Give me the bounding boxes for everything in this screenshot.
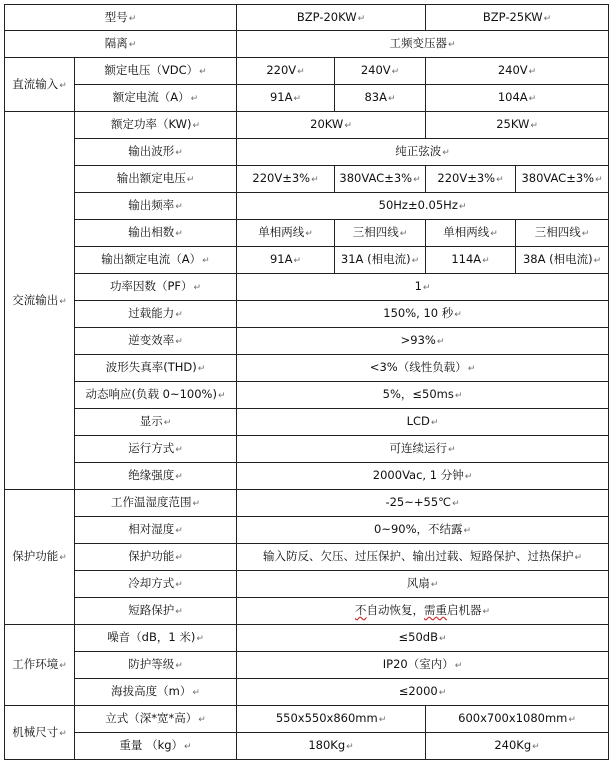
short-circuit-value-part: 自动恢复，	[366, 603, 424, 617]
paragraph-mark: ↵	[378, 715, 387, 725]
weight-v2-cell	[426, 733, 609, 760]
ac-voltage-v2-cell	[335, 166, 426, 193]
weight-label-cell	[75, 733, 237, 760]
paragraph-mark: ↵	[175, 472, 183, 482]
ac-power-label-cell	[75, 112, 237, 139]
dc-current-v1-cell	[237, 85, 335, 112]
ac-power-label: 额定功率（KW)	[110, 117, 192, 131]
paragraph-mark: ↵	[175, 580, 183, 590]
model-a: BZP-20KW	[296, 9, 357, 24]
weight-v1-cell	[237, 733, 426, 760]
noise-value: ≤50dB	[398, 630, 438, 644]
phases-v3: 单相两线	[443, 225, 490, 239]
paragraph-mark: ↵	[458, 202, 467, 212]
dc-voltage-v1: 220V	[266, 63, 297, 77]
ac-voltage-row	[5, 166, 609, 193]
ac-current-v4: 38A (相电流)	[522, 252, 593, 266]
dc-voltage-row	[5, 58, 609, 85]
paragraph-mark: ↵	[568, 715, 576, 725]
weight-v2: 240Kg	[494, 738, 532, 752]
thd-row	[5, 355, 609, 382]
paragraph-mark: ↵	[297, 67, 305, 77]
display-row	[5, 409, 609, 436]
paragraph-mark: ↵	[175, 607, 183, 617]
insulation-value-cell	[237, 463, 609, 490]
paragraph-mark: ↵	[454, 661, 463, 671]
ac-power-v1: 20KW	[310, 117, 344, 131]
cooling-value: 风扇	[406, 576, 430, 590]
paragraph-mark: ↵	[430, 418, 439, 428]
paragraph-mark: ↵	[128, 13, 137, 24]
overload-label: 过载能力	[128, 306, 175, 320]
weight-v1: 180Kg	[308, 738, 346, 752]
temp-humidity-value-cell	[237, 490, 609, 517]
paragraph-mark: ↵	[411, 256, 420, 266]
paragraph-mark: ↵	[543, 13, 552, 24]
temp-humidity-label: 工作温湿度范围	[110, 495, 192, 509]
paragraph-mark: ↵	[530, 121, 538, 131]
dc-input-group-label: 直流输入	[12, 76, 59, 91]
ac-current-label-cell	[75, 247, 237, 274]
overload-label-cell	[75, 301, 237, 328]
spec-table	[4, 4, 609, 760]
isolation-label: 隔离	[104, 36, 128, 50]
ip-grade-label-cell	[75, 652, 237, 679]
cooling-row	[5, 571, 609, 598]
dc-voltage-v2: 240V	[360, 63, 391, 77]
relative-humidity-value: 0~90%，不结露	[374, 522, 463, 536]
overload-row	[5, 301, 609, 328]
environment-group-label: 工作环境	[12, 657, 59, 671]
paragraph-mark: ↵	[59, 661, 67, 671]
isolation-row	[5, 31, 609, 58]
isolation-label-cell	[5, 31, 237, 58]
protection-functions-row	[5, 544, 609, 571]
paragraph-mark: ↵	[202, 256, 210, 266]
paragraph-mark: ↵	[438, 634, 447, 644]
dc-voltage-v2-cell	[335, 58, 426, 85]
dynamic-response-row	[5, 382, 609, 409]
ac-voltage-v2: 380VAC±3%	[339, 171, 413, 185]
paragraph-mark: ↵	[175, 310, 183, 320]
mechanical-group-label: 机械尺寸	[12, 724, 59, 739]
frequency-row	[5, 193, 609, 220]
altitude-value: ≤2000	[398, 684, 438, 698]
ac-voltage-v3: 220V±3%	[437, 171, 496, 185]
altitude-value-cell	[237, 679, 609, 706]
paragraph-mark: ↵	[186, 175, 195, 185]
paragraph-mark: ↵	[192, 688, 200, 698]
phases-label-cell	[75, 220, 237, 247]
dc-voltage-v3-cell	[426, 58, 609, 85]
paragraph-mark: ↵	[482, 607, 491, 617]
ip-grade-value: IP20（室内）	[382, 657, 454, 671]
power-factor-row	[5, 274, 609, 301]
paragraph-mark: ↵	[413, 175, 421, 185]
dc-current-label: 额定电流（A）	[112, 90, 190, 104]
model-a-cell	[237, 5, 426, 31]
paragraph-mark: ↵	[175, 229, 183, 239]
operation-label: 运行方式	[128, 441, 175, 455]
power-factor-value: 1	[414, 279, 422, 293]
frequency-label: 输出频率	[128, 198, 175, 212]
paragraph-mark: ↵	[293, 94, 302, 104]
power-factor-value-cell	[237, 274, 609, 301]
protection-functions-value-cell	[237, 544, 609, 571]
paragraph-mark: ↵	[448, 445, 456, 455]
ac-power-v2: 25KW	[496, 117, 530, 131]
paragraph-mark: ↵	[454, 310, 462, 320]
noise-value-cell	[237, 625, 609, 652]
weight-row	[5, 733, 609, 760]
dc-current-label-cell	[75, 85, 237, 112]
paragraph-mark: ↵	[399, 229, 408, 239]
ac-power-v2-cell	[426, 112, 609, 139]
short-circuit-label: 短路保护	[128, 603, 175, 617]
paragraph-mark: ↵	[128, 40, 137, 50]
paragraph-mark: ↵	[430, 580, 439, 590]
thd-label-cell	[75, 355, 237, 382]
dynamic-response-label: 动态响应(负载 0~100%)	[85, 387, 217, 401]
paragraph-mark: ↵	[175, 526, 183, 536]
model-b-cell	[426, 5, 609, 31]
paragraph-mark: ↵	[442, 148, 450, 158]
paragraph-mark: ↵	[464, 472, 473, 482]
cooling-value-cell	[237, 571, 609, 598]
paragraph-mark: ↵	[574, 553, 583, 563]
power-factor-label: 功率因数（PF）	[109, 279, 193, 293]
paragraph-mark: ↵	[190, 94, 199, 104]
ac-current-v2: 31A (相电流)	[340, 252, 411, 266]
paragraph-mark: ↵	[192, 499, 201, 509]
noise-row	[5, 625, 609, 652]
efficiency-value-cell	[237, 328, 609, 355]
altitude-label-cell	[75, 679, 237, 706]
dynamic-response-label-cell	[75, 382, 237, 409]
ac-current-label: 输出额定电流（A）	[101, 252, 202, 266]
paragraph-mark: ↵	[184, 742, 192, 752]
paragraph-mark: ↵	[482, 256, 490, 266]
dc-current-row	[5, 85, 609, 112]
paragraph-mark: ↵	[357, 13, 366, 24]
ac-voltage-v4: 380VAC±3%	[521, 171, 595, 185]
paragraph-mark: ↵	[448, 40, 456, 50]
paragraph-mark: ↵	[490, 229, 498, 239]
mechanical-group	[5, 706, 75, 760]
ac-output-group-label: 交流输出	[12, 292, 59, 307]
paragraph-mark: ↵	[175, 553, 183, 563]
dc-voltage-label: 额定电压（VDC）	[104, 63, 199, 77]
paragraph-mark: ↵	[163, 418, 172, 428]
overload-value: 150%, 10 秒	[383, 306, 454, 320]
noise-label: 噪音（dB，1 米)	[107, 630, 196, 644]
dc-current-v1: 91A	[269, 90, 293, 104]
paragraph-mark: ↵	[388, 94, 396, 104]
ac-voltage-label-cell	[75, 166, 237, 193]
waveform-label: 输出波形	[128, 144, 175, 158]
relative-humidity-row	[5, 517, 609, 544]
dimensions-v2-cell	[426, 706, 609, 733]
ac-voltage-v4-cell	[516, 166, 609, 193]
protection-group-label: 保护功能	[12, 549, 59, 563]
efficiency-value: >93%	[400, 333, 436, 347]
cooling-label: 冷却方式	[128, 576, 175, 590]
power-factor-label-cell	[75, 274, 237, 301]
paragraph-mark: ↵	[346, 742, 354, 752]
paragraph-mark: ↵	[528, 67, 537, 77]
paragraph-mark: ↵	[59, 296, 67, 307]
paragraph-mark: ↵	[581, 229, 590, 239]
dc-current-v2-cell	[335, 85, 426, 112]
ac-current-v1-cell	[237, 247, 335, 274]
dimensions-row	[5, 706, 609, 733]
protection-group	[5, 490, 75, 625]
model-label-cell	[5, 5, 237, 31]
operation-value-cell	[237, 436, 609, 463]
protection-functions-label: 保护功能	[128, 549, 175, 563]
dimensions-v1: 550x550x860mm	[275, 711, 378, 725]
paragraph-mark: ↵	[528, 94, 537, 104]
paragraph-mark: ↵	[436, 337, 445, 347]
dc-voltage-v3: 240V	[497, 63, 528, 77]
short-circuit-value-part: 不	[355, 603, 367, 617]
relative-humidity-value-cell	[237, 517, 609, 544]
isolation-value-cell	[237, 31, 609, 58]
dimensions-v1-cell	[237, 706, 426, 733]
phases-v3-cell	[426, 220, 516, 247]
ac-power-v1-cell	[237, 112, 426, 139]
waveform-row	[5, 139, 609, 166]
dc-input-group	[5, 58, 75, 112]
paragraph-mark: ↵	[344, 121, 352, 131]
paragraph-mark: ↵	[175, 337, 183, 347]
ac-power-row	[5, 112, 609, 139]
paragraph-mark: ↵	[452, 499, 460, 509]
insulation-row	[5, 463, 609, 490]
phases-v2-cell	[335, 220, 426, 247]
phases-v1-cell	[237, 220, 335, 247]
insulation-label-cell	[75, 463, 237, 490]
paragraph-mark: ↵	[197, 364, 206, 374]
altitude-row	[5, 679, 609, 706]
paragraph-mark: ↵	[595, 175, 603, 185]
temp-humidity-value: -25~+55℃	[385, 495, 452, 509]
dynamic-response-value: 5%，≤50ms	[382, 387, 454, 401]
paragraph-mark: ↵	[496, 175, 504, 185]
efficiency-label-cell	[75, 328, 237, 355]
ac-voltage-v1: 220V±3%	[252, 171, 311, 185]
relative-humidity-label: 相对湿度	[128, 522, 175, 536]
ac-voltage-v3-cell	[426, 166, 516, 193]
protection-functions-label-cell	[75, 544, 237, 571]
ac-voltage-label: 输出额定电压	[116, 171, 186, 185]
display-label: 显示	[139, 414, 163, 428]
ip-grade-label: 防护等级	[128, 657, 175, 671]
dc-current-v3-cell	[426, 85, 609, 112]
dimensions-v2: 600x700x1080mm	[458, 711, 568, 725]
insulation-label: 绝缘强度	[128, 468, 175, 482]
temp-humidity-label-cell	[75, 490, 237, 517]
ac-current-v1: 91A	[269, 252, 293, 266]
ac-voltage-v1-cell	[237, 166, 335, 193]
isolation-value: 工频变压器	[389, 36, 447, 50]
dynamic-response-value-cell	[237, 382, 609, 409]
dc-current-v3: 104A	[497, 90, 528, 104]
temp-humidity-row	[5, 490, 609, 517]
model-b: BZP-25KW	[482, 9, 543, 24]
paragraph-mark: ↵	[593, 256, 602, 266]
phases-v4: 三相四线	[534, 225, 581, 239]
waveform-label-cell	[75, 139, 237, 166]
paragraph-mark: ↵	[59, 80, 67, 91]
environment-group	[5, 625, 75, 706]
ac-current-v2-cell	[335, 247, 426, 274]
weight-label: 重量 （kg）	[119, 738, 184, 752]
dc-current-v2: 83A	[364, 90, 387, 104]
thd-value: <3%（线性负载）	[369, 360, 467, 374]
phases-row	[5, 220, 609, 247]
ac-output-group	[5, 112, 75, 490]
operation-value: 可连续运行	[389, 441, 447, 455]
paragraph-mark: ↵	[175, 661, 183, 671]
paragraph-mark: ↵	[463, 526, 472, 536]
short-circuit-value-part: 需重	[424, 603, 447, 617]
short-circuit-label-cell	[75, 598, 237, 625]
paragraph-mark: ↵	[175, 445, 183, 455]
thd-label: 波形失真率(THD)	[105, 360, 197, 374]
paragraph-mark: ↵	[293, 256, 302, 266]
paragraph-mark: ↵	[59, 553, 67, 563]
paragraph-mark: ↵	[193, 283, 202, 293]
header-row	[5, 5, 609, 31]
dc-voltage-label-cell	[75, 58, 237, 85]
display-value: LCD	[406, 414, 430, 428]
altitude-label: 海拔高度（m）	[111, 684, 192, 698]
paragraph-mark: ↵	[391, 67, 400, 77]
paragraph-mark: ↵	[305, 229, 313, 239]
display-value-cell	[237, 409, 609, 436]
short-circuit-value-cell	[237, 598, 609, 625]
ip-grade-value-cell	[237, 652, 609, 679]
dc-voltage-v1-cell	[237, 58, 335, 85]
frequency-value: 50Hz±0.05Hz	[378, 198, 458, 212]
display-label-cell	[75, 409, 237, 436]
paragraph-mark: ↵	[438, 688, 447, 698]
thd-value-cell	[237, 355, 609, 382]
dimensions-label-cell	[75, 706, 237, 733]
ip-grade-row	[5, 652, 609, 679]
paragraph-mark: ↵	[198, 715, 206, 725]
overload-value-cell	[237, 301, 609, 328]
paragraph-mark: ↵	[532, 742, 540, 752]
paragraph-mark: ↵	[196, 634, 204, 644]
paragraph-mark: ↵	[192, 121, 201, 131]
phases-v2: 三相四线	[352, 225, 399, 239]
short-circuit-row	[5, 598, 609, 625]
operation-row	[5, 436, 609, 463]
ac-current-v3: 114A	[451, 252, 482, 266]
model-label: 型号	[104, 9, 128, 24]
ac-current-row	[5, 247, 609, 274]
relative-humidity-label-cell	[75, 517, 237, 544]
phases-label: 输出相数	[128, 225, 175, 239]
phases-v4-cell	[516, 220, 609, 247]
phases-v1: 单相两线	[258, 225, 305, 239]
paragraph-mark: ↵	[422, 283, 431, 293]
operation-label-cell	[75, 436, 237, 463]
paragraph-mark: ↵	[311, 175, 319, 185]
dimensions-label: 立式（深*宽*高）	[105, 711, 198, 725]
waveform-value: 纯正弦波	[395, 144, 442, 158]
noise-label-cell	[75, 625, 237, 652]
ac-current-v4-cell	[516, 247, 609, 274]
paragraph-mark: ↵	[199, 67, 207, 77]
paragraph-mark: ↵	[467, 364, 476, 374]
paragraph-mark: ↵	[175, 202, 183, 212]
ac-current-v3-cell	[426, 247, 516, 274]
waveform-value-cell	[237, 139, 609, 166]
cooling-label-cell	[75, 571, 237, 598]
protection-functions-value: 输入防反、欠压、过压保护、输出过载、短路保护、过热保护	[263, 549, 574, 563]
frequency-label-cell	[75, 193, 237, 220]
efficiency-row	[5, 328, 609, 355]
short-circuit-value-part: 启机器	[447, 603, 482, 617]
insulation-value: 2000Vac, 1 分钟	[372, 468, 464, 482]
paragraph-mark: ↵	[59, 728, 67, 739]
efficiency-label: 逆变效率	[128, 333, 175, 347]
paragraph-mark: ↵	[217, 391, 226, 401]
paragraph-mark: ↵	[175, 148, 183, 158]
paragraph-mark: ↵	[454, 391, 463, 401]
frequency-value-cell	[237, 193, 609, 220]
